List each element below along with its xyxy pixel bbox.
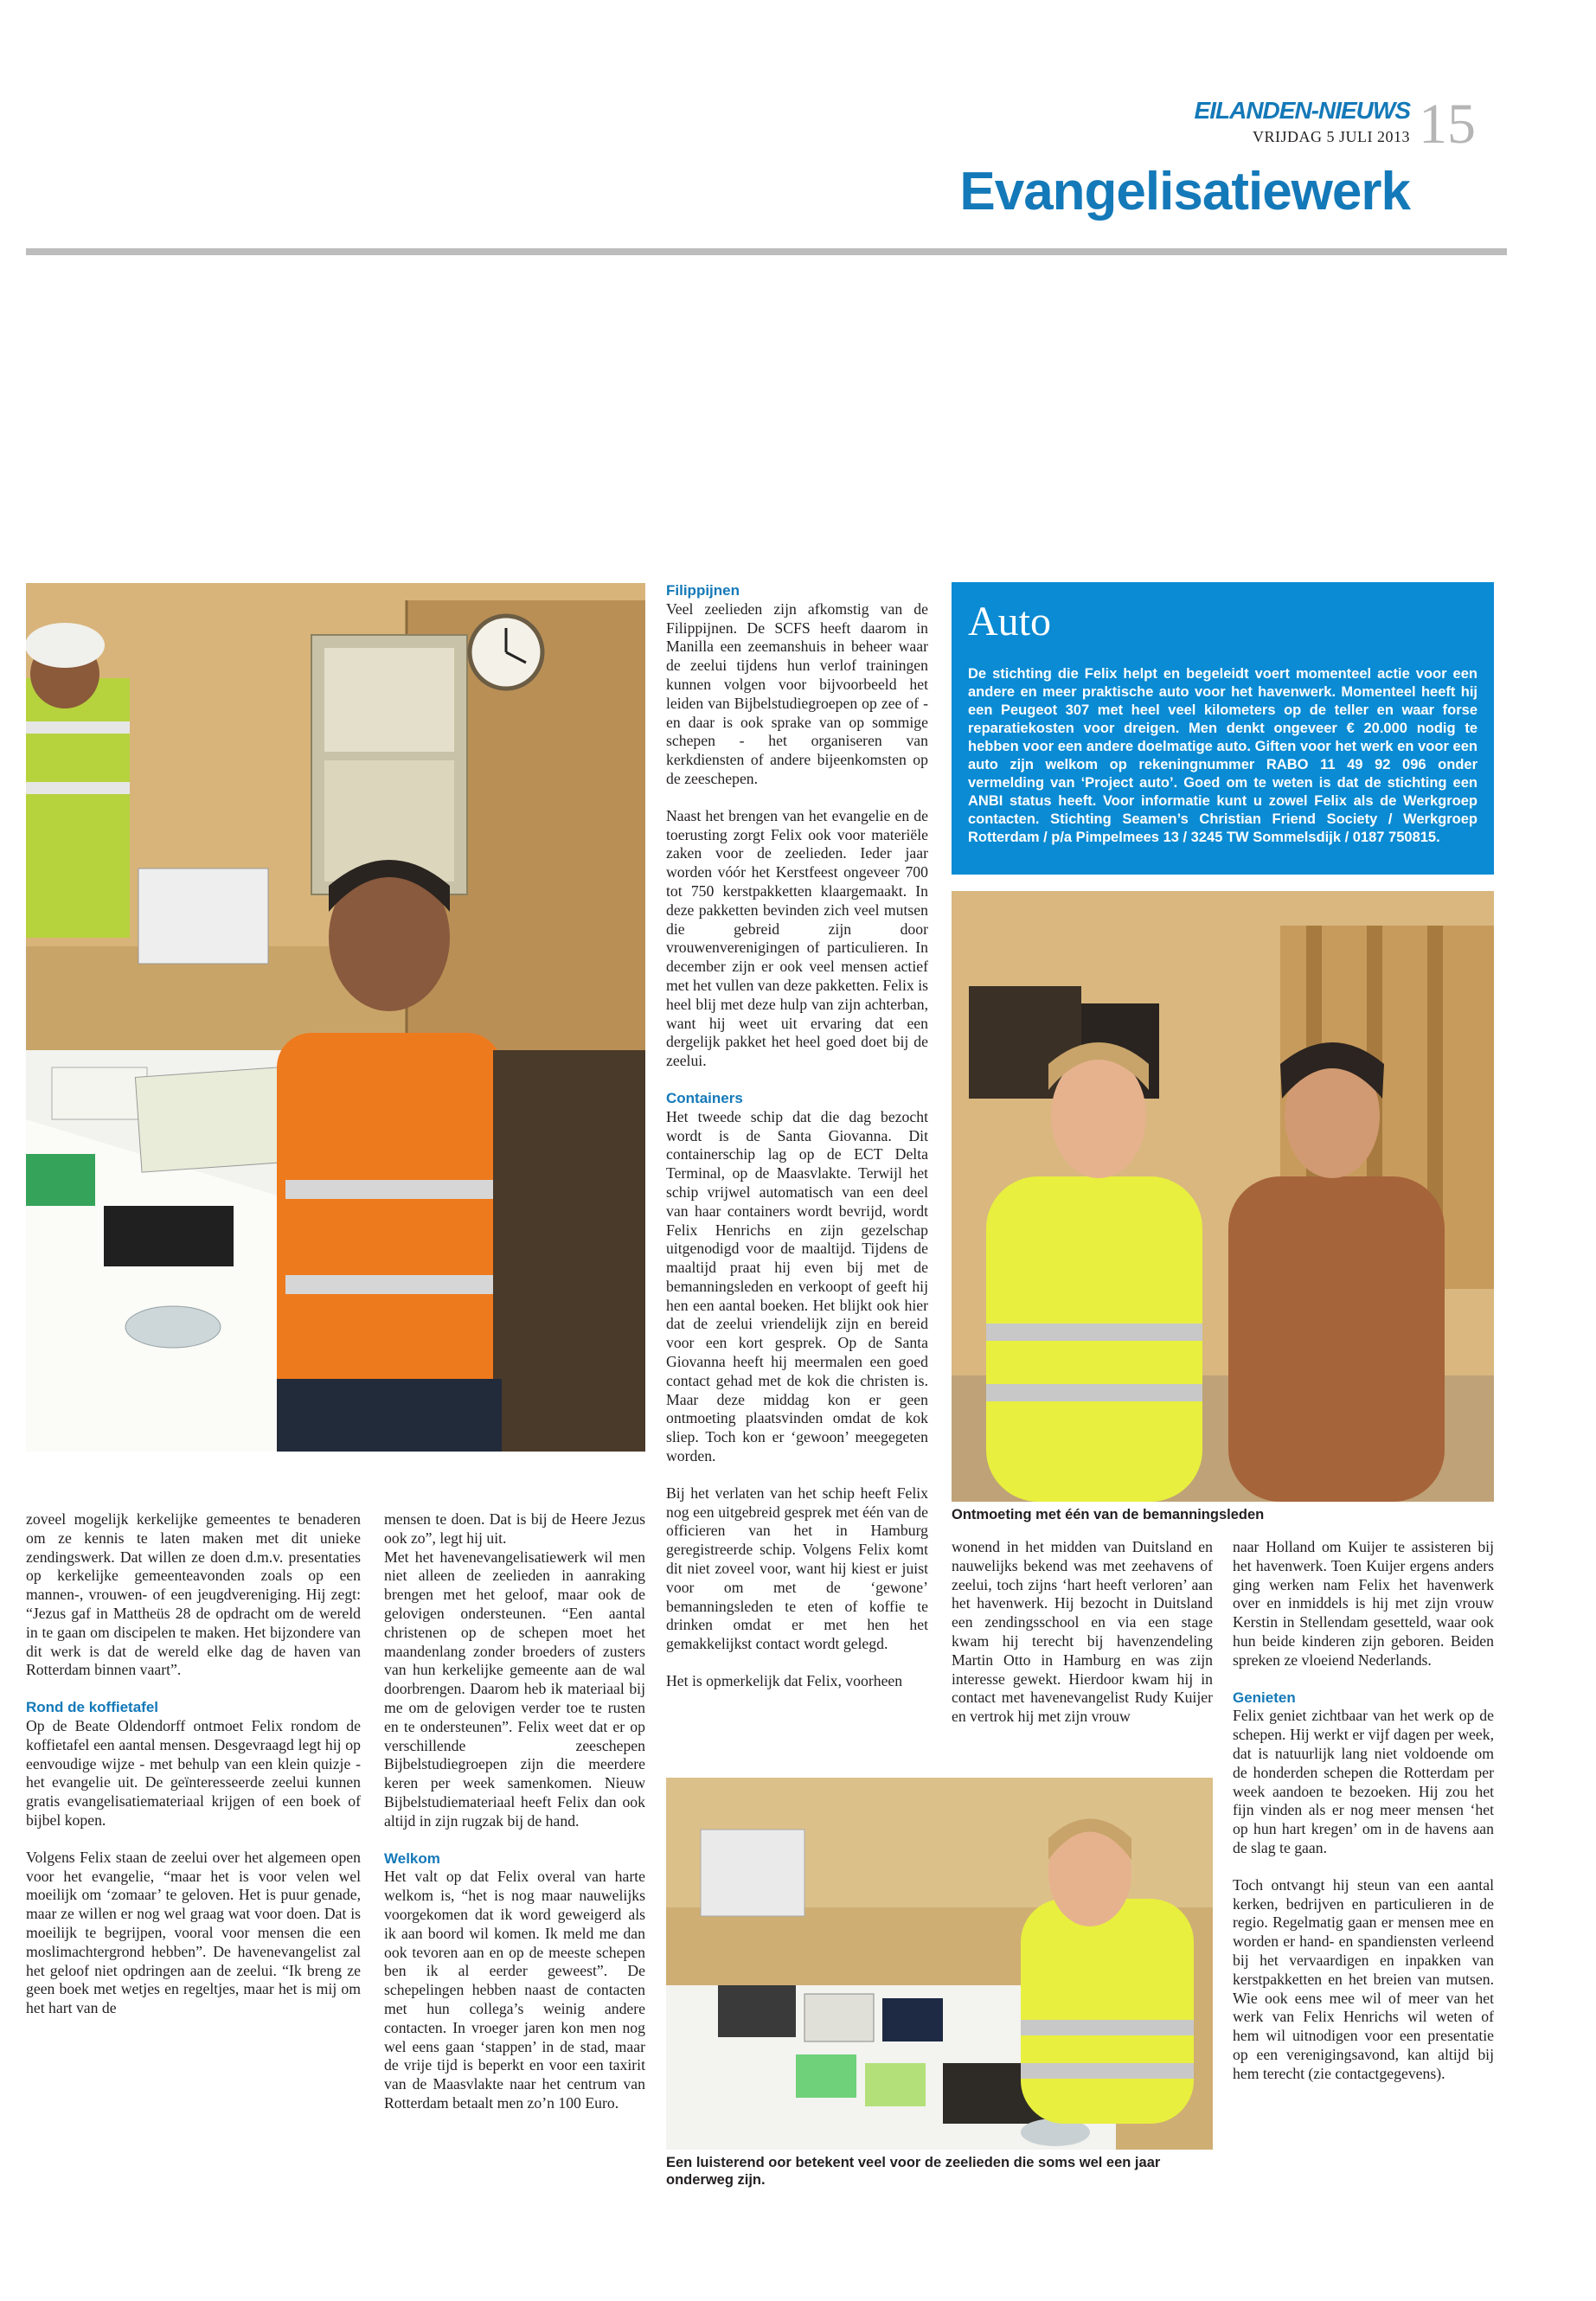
paragraph: naar Holland om Kuijer te assisteren bij het havenwerk. Toen Kuijer ergens anders ging werken nam Felix het havenwerk over en inmiddels is hij met zijn vrouw Kerstin in Stellendam gesetteld, waar ook hun beide kinderen zijn geboren. Beiden spreken ze vloeiend Nederlands. <box>1233 1538 1494 1669</box>
photo-ship-cabin <box>26 583 645 1452</box>
subheading-filippijnen: Filippijnen <box>666 582 740 599</box>
subheading-welkom: Welkom <box>384 1849 440 1867</box>
paragraph: Op de Beate Oldendorff ontmoet Felix rondom de koffietafel een aantal mensen. Desgevraagd legt hij op eenvoudige wijze - met behulp van een klein quizje - het evangelie uit. De geïnteresseerde zeelui kunnen gratis evangelisatiemateriaal krijgen of een boek of bijbel kopen. <box>26 1716 361 1829</box>
paragraph: mensen te doen. Dat is bij de Heere Jezus ook zo”, legt hij uit. <box>384 1510 645 1547</box>
info-box-body: De stichting die Felix helpt en begeleidt voert momenteel actie voor een andere en meer praktische auto voor het havenwerk. Momenteel heeft hij een Peugeot 307 met heel veel kilometers op de teller en waar forse reparatiekosten voor dreigen. Men denkt ongeveer € 20.000 nodig te hebben voor een andere doelmatige auto. Giften voor het werk en voor een auto zijn welkom op rekeningnummer RABO 11 49 92 096 onder vermelding van ‘Project auto’. Goed om te weten is dat de stichting een ANBI status heeft. Voor informatie kunt u zowel Felix als de Werkgroep contacten. Stichting Seamen’s Christian Friend Society / Werkgroep Rotterdam / p/a Pimpelmees 13 / 3245 TW Sommelsdijk / 0187 750815. <box>968 666 1477 845</box>
caption-crew-photo: Ontmoeting met één van de bemanningsleden <box>952 1507 1265 1522</box>
paragraph: Felix geniet zichtbaar van het werk op de schepen. Hij werkt er vijf dagen per week, dat is natuurlijk lang niet voldoende om de honderden schepen die Rotterdam per week aandoen te bezoeken. Hij zou het fijn vinden als er nog meer mensen ‘het op hun hart kregen’ om in de havens aan de slag te gaan. <box>1233 1707 1494 1856</box>
article-column-1 <box>26 1510 361 2018</box>
article-column-4 <box>952 1538 1213 1727</box>
paragraph: Het is opmerkelijk dat Felix, voorheen <box>666 1672 903 1690</box>
paragraph: Naast het brengen van het evangelie en de toerusting zorgt Felix ook voor materiële zaken voor de zeelieden. Ieder jaar worden vóór het Kerstfeest ongeveer 700 tot 750 kerstpakketten klaargemaakt. In deze pakketten bevinden zich veel mutsen die gebreid zijn door vrouwenverenigingen of particulieren. In december zijn er ook veel mensen actief met het vullen van deze pakketten. Felix is heel blij met deze hulp van zijn achterban, want hij weet uit ervaring dat een dergelijk pakket het heel goed doet bij de zeelui. <box>666 806 928 1070</box>
header-rule <box>26 248 1507 255</box>
subheading-koffietafel: Rond de koffietafel <box>26 1699 159 1716</box>
article-column-3 <box>666 581 928 1691</box>
subheading-containers: Containers <box>666 1089 743 1106</box>
paragraph: Bij het verlaten van het schip heeft Felix nog een uitgebreid gesprek met één van de officieren van het in Hamburg geregistreerde schip. Volgens Felix komt dit niet zoveel voor, want hij kiest er juist voor om met de ‘gewone’ bemanningsleden te eten of koffie te drinken omdat er met hen het gemakkelijkst contact wordt gelegd. <box>666 1484 928 1653</box>
photo-crew-members <box>952 891 1494 1502</box>
section-title: Evangelisatiewerk <box>959 162 1410 221</box>
paragraph: Met het havenevangelisatiewerk wil men niet alleen de zeelieden in aanraking brengen met het geloof, maar ook de gelovigen ondersteunen. “Een aantal christenen op de schepen moet het maandenlang zonder broeders of zusters van hun kerkelijke gemeente aan de wal doorbrengen. Daarom heb ik materiaal bij me om de gelovigen verder toe te rusten en te ondersteunen”. Felix weet dat er op verschillende zeeschepen Bijbelstudiegroepen zijn die meerdere keren per week samenkomen. Nieuw Bijbelstudiemateriaal heeft Felix dan ook altijd in zijn rugzak bij de hand. <box>384 1548 645 1830</box>
paragraph: Volgens Felix staan de zeelui over het algemeen open voor het evangelie, “maar het is voor velen wel moeilijk om ‘zomaar’ te geloven. Het is puur genade, maar ze willen er nog wel graag wat voor doen. Dat is moeilijk te begrijpen, vooral voor mensen die een moslimachtergrond hebben”. De havenevangelist zal het geloof niet opdringen aan de zeelui. “Ik breng ze geen boek met wetjes en regeltjes, maar het is mij om het hart van de <box>26 1848 361 2017</box>
article-column-2 <box>384 1510 645 2113</box>
caption-table-photo: Een luisterend oor betekent veel voor de zeelieden die soms wel een jaar onderweg zijn. <box>666 2155 1161 2188</box>
paragraph: Het valt op dat Felix overal van harte welkom is, “het is nog maar nauwelijks voorgekomen dat ik word geweigerd als ik aan boord wil komen. Ik meld me dan ook tevoren aan en op de meeste schepen ben ik al eerder geweest”. De schepelingen hebben naast de contacten met hun collega’s weinig andere contacten. In vroeger jaren kon men nog wel eens gaan ‘stappen’ in de stad, maar de vrije tijd is beperkt en voor een taxirit van de Maasvlakte naar het centrum van Rotterdam betaalt men zo’n 100 Euro. <box>384 1868 645 2112</box>
masthead-logo: EILANDEN-NIEUWS <box>1194 97 1410 124</box>
paragraph: wonend in het midden van Duitsland en nauwelijks bekend was met zeehavens of zeelui, toch zijns ‘hart heeft verloren’ aan het havenwerk. Hij bezocht in Duitsland een zendingsschool en via een stage kwam hij terecht bij havenzendeling Martin Otto in Hamburg en was zijn interesse gewekt. Hierdoor kwam hij in contact met havenevangelist Rudy Kuijer en vertrok hij met zijn vrouw <box>952 1538 1213 1726</box>
photo-table-materials <box>666 1778 1213 2150</box>
info-box-auto <box>952 582 1494 875</box>
paragraph: Toch ontvangt hij steun van een aantal kerken, bedrijven en particulieren in de regio. Regelmatig gaan er mensen mee en worden er hand- en spandiensten verleend bij het vervaardigen en inpakken van kerstpakketten en het breien van mutsen. Wie ook eens mee wil of meer van het werk van Felix Henrichs wil weten of hem wil uitnodigen voor een presentatie op een verenigingsavond, kan altijd bij hem terecht (zie contactgegevens). <box>1233 1875 1494 2082</box>
article-column-5 <box>1233 1538 1494 2084</box>
paragraph: Het tweede schip dat die dag bezocht wordt is de Santa Giovanna. Dit containerschip lag op de ECT Delta Terminal, op de Maasvlakte. Terwijl het schip vrijwel automatisch van een deel van haar containers wordt bevrijd, wordt Felix Henrichs en zijn gezelschap uitgenodigd voor de maaltijd. Tijdens de maaltijd praat hij even bij met de bemanningsleden en verkoopt of geeft hij hen een aantal boeken. Het blijkt ook hier dat de zeelui vriendelijk zijn en bereid voor een kort gesprek. Op de Santa Giovanna heeft hij meermalen een goed contact gehad met de kok die christen is. Maar deze middag kon er geen ontmoeting plaatsvinden omdat de kok sliep. Toch kon er ‘gewoon’ meegegeten worden. <box>666 1107 928 1465</box>
issue-date: VRIJDAG 5 JULI 2013 <box>1253 128 1410 145</box>
info-box-title: Auto <box>968 599 1051 644</box>
page-number: 15 <box>1419 93 1476 156</box>
paragraph: Veel zeelieden zijn afkomstig van de Filippijnen. De SCFS heeft daarom in Manilla een zeemanshuis in beheer waar de zeelui tijdens hun verlof trainingen kunnen volgen voor bijvoorbeeld het leiden van Bijbelstudiegroepen op zee of - en daar is ook sprake van op sommige schepen - het organiseren van kerkdiensten of andere bijeenkomsten op de zeeschepen. <box>666 599 928 787</box>
subheading-genieten: Genieten <box>1233 1689 1296 1706</box>
paragraph: zoveel mogelijk kerkelijke gemeentes te benaderen om ze kennis te laten maken met dit unieke zendingswerk. Dat willen ze doen d.m.v. presentaties op kerkelijke gemeenteavonden zoals op een mannen-, vrouwen- of een jeugdvereniging. Hij zegt: “Jezus gaf in Mattheüs 28 de opdracht om de wereld in te gaan om discipelen te maken. Het bijzondere van dit werk is dat de wereld elke dag de haven van Rotterdam binnen vaart”. <box>26 1510 361 1679</box>
